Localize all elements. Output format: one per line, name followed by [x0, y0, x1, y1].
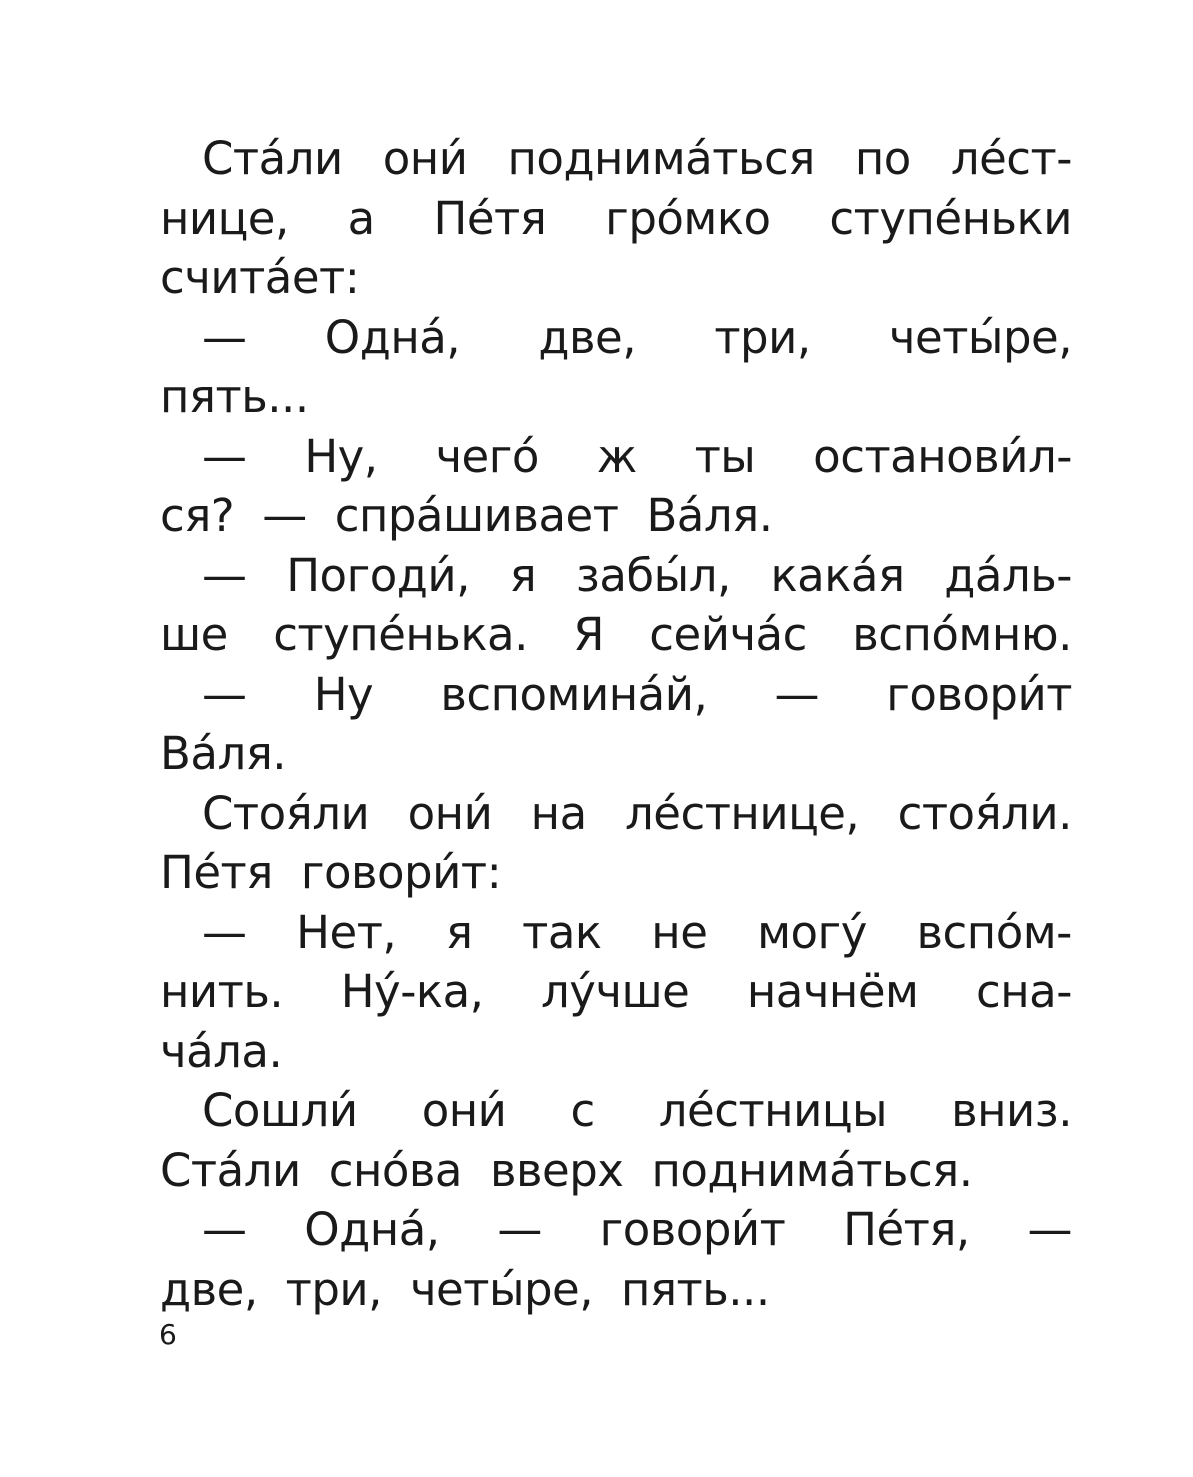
word: говори́т: [599, 1203, 786, 1256]
word: не: [651, 905, 708, 959]
text-line: [160, 248, 1072, 308]
word: вниз.: [951, 1084, 1072, 1137]
text-line: [160, 546, 1072, 606]
text-line: [160, 962, 1072, 1022]
word: начнём: [746, 965, 919, 1018]
word: —: [774, 667, 819, 721]
word: Ва́ля.: [160, 727, 287, 780]
word: останови́л-: [813, 429, 1072, 483]
text-line: [160, 427, 1072, 487]
text-line: [160, 1022, 1072, 1082]
word: две,: [538, 310, 637, 364]
page-number: 6: [159, 1318, 177, 1351]
word: —: [202, 1203, 247, 1256]
word: пять...: [621, 1262, 770, 1316]
word: стоя́ли.: [897, 786, 1072, 840]
word: ле́стницы: [658, 1084, 888, 1137]
word: вспо́м-: [916, 905, 1072, 959]
word: ле́ст-: [950, 132, 1072, 185]
word: четы́ре,: [409, 1262, 594, 1316]
word: они́: [421, 1084, 507, 1137]
word: Пе́тя,: [843, 1203, 970, 1256]
word: Пе́тя: [433, 191, 547, 245]
word: —: [262, 489, 307, 542]
word: сейча́с: [649, 608, 807, 661]
text-line: [160, 367, 1072, 427]
text-line: [160, 1200, 1072, 1260]
word: ступе́нька.: [273, 608, 528, 661]
word: вспомина́й,: [440, 667, 708, 721]
word: Одна́,: [324, 310, 461, 364]
word: чего́: [435, 429, 539, 483]
word: нице,: [160, 191, 289, 245]
word: на: [530, 786, 587, 840]
word: нить.: [160, 965, 284, 1018]
word: ступе́ньки: [829, 191, 1072, 245]
word: —: [202, 667, 247, 721]
text-line: [160, 903, 1072, 963]
word: говори́т: [886, 667, 1072, 721]
text-line: [160, 129, 1072, 189]
text-line: [160, 605, 1072, 665]
word: ся?: [160, 489, 235, 542]
word: ше: [160, 608, 228, 661]
word: они́: [407, 786, 493, 840]
word: —: [202, 905, 247, 959]
text-line: [160, 1141, 1072, 1201]
word: четы́ре,: [888, 310, 1072, 364]
word: две,: [160, 1262, 258, 1316]
text-line: [160, 1081, 1072, 1141]
word: сно́ва: [328, 1143, 463, 1197]
word: говори́т:: [300, 846, 502, 899]
word: Стоя́ли: [202, 786, 370, 840]
word: гро́мко: [605, 191, 771, 245]
text-line: [160, 665, 1072, 725]
word: по: [854, 132, 911, 185]
word: ж: [596, 429, 637, 483]
word: три,: [285, 1262, 382, 1316]
word: —: [497, 1203, 542, 1256]
word: Ну,: [304, 429, 378, 483]
word: Сошли́: [202, 1084, 358, 1137]
text-line: [160, 189, 1072, 249]
word: лу́чше: [541, 965, 690, 1018]
text-line: [160, 1260, 1072, 1320]
word: Пе́тя: [160, 846, 273, 899]
word: —: [202, 429, 247, 483]
word: ты: [694, 429, 756, 483]
word: кака́я: [770, 548, 905, 602]
word: Ва́ля.: [646, 489, 773, 542]
word: а: [347, 191, 375, 245]
word: пять...: [160, 370, 309, 423]
word: могу́: [757, 905, 867, 959]
word: Погоди́,: [286, 548, 470, 602]
word: я: [445, 905, 473, 959]
word: спра́шивает: [334, 489, 619, 542]
text-line: [160, 784, 1072, 844]
word: ча́ла.: [160, 1024, 283, 1078]
word: Ну́-ка,: [340, 965, 484, 1018]
word: поднима́ться.: [651, 1143, 973, 1197]
word: —: [202, 548, 247, 602]
word: забы́л,: [575, 548, 731, 602]
word: так: [522, 905, 602, 959]
story-text: [160, 129, 1072, 1319]
word: да́ль-: [944, 548, 1072, 602]
word: Ну: [313, 667, 374, 721]
text-line: [160, 843, 1072, 903]
text-line: [160, 486, 1072, 546]
word: счита́ет:: [160, 251, 360, 304]
word: Я: [573, 608, 604, 661]
word: с: [570, 1084, 595, 1137]
word: Одна́,: [304, 1203, 440, 1256]
word: Ста́ли: [160, 1143, 301, 1197]
text-line: [160, 724, 1072, 784]
word: сна-: [975, 965, 1072, 1018]
word: поднима́ться: [507, 132, 815, 185]
word: —: [1027, 1203, 1072, 1256]
word: три,: [714, 310, 811, 364]
word: ле́стнице,: [625, 786, 860, 840]
word: я: [509, 548, 537, 602]
word: вспо́мню.: [852, 608, 1072, 661]
text-line: [160, 308, 1072, 368]
word: они́: [382, 132, 468, 185]
word: —: [202, 310, 247, 364]
word: Нет,: [296, 905, 397, 959]
word: Ста́ли: [202, 132, 343, 185]
word: вверх: [490, 1143, 624, 1197]
